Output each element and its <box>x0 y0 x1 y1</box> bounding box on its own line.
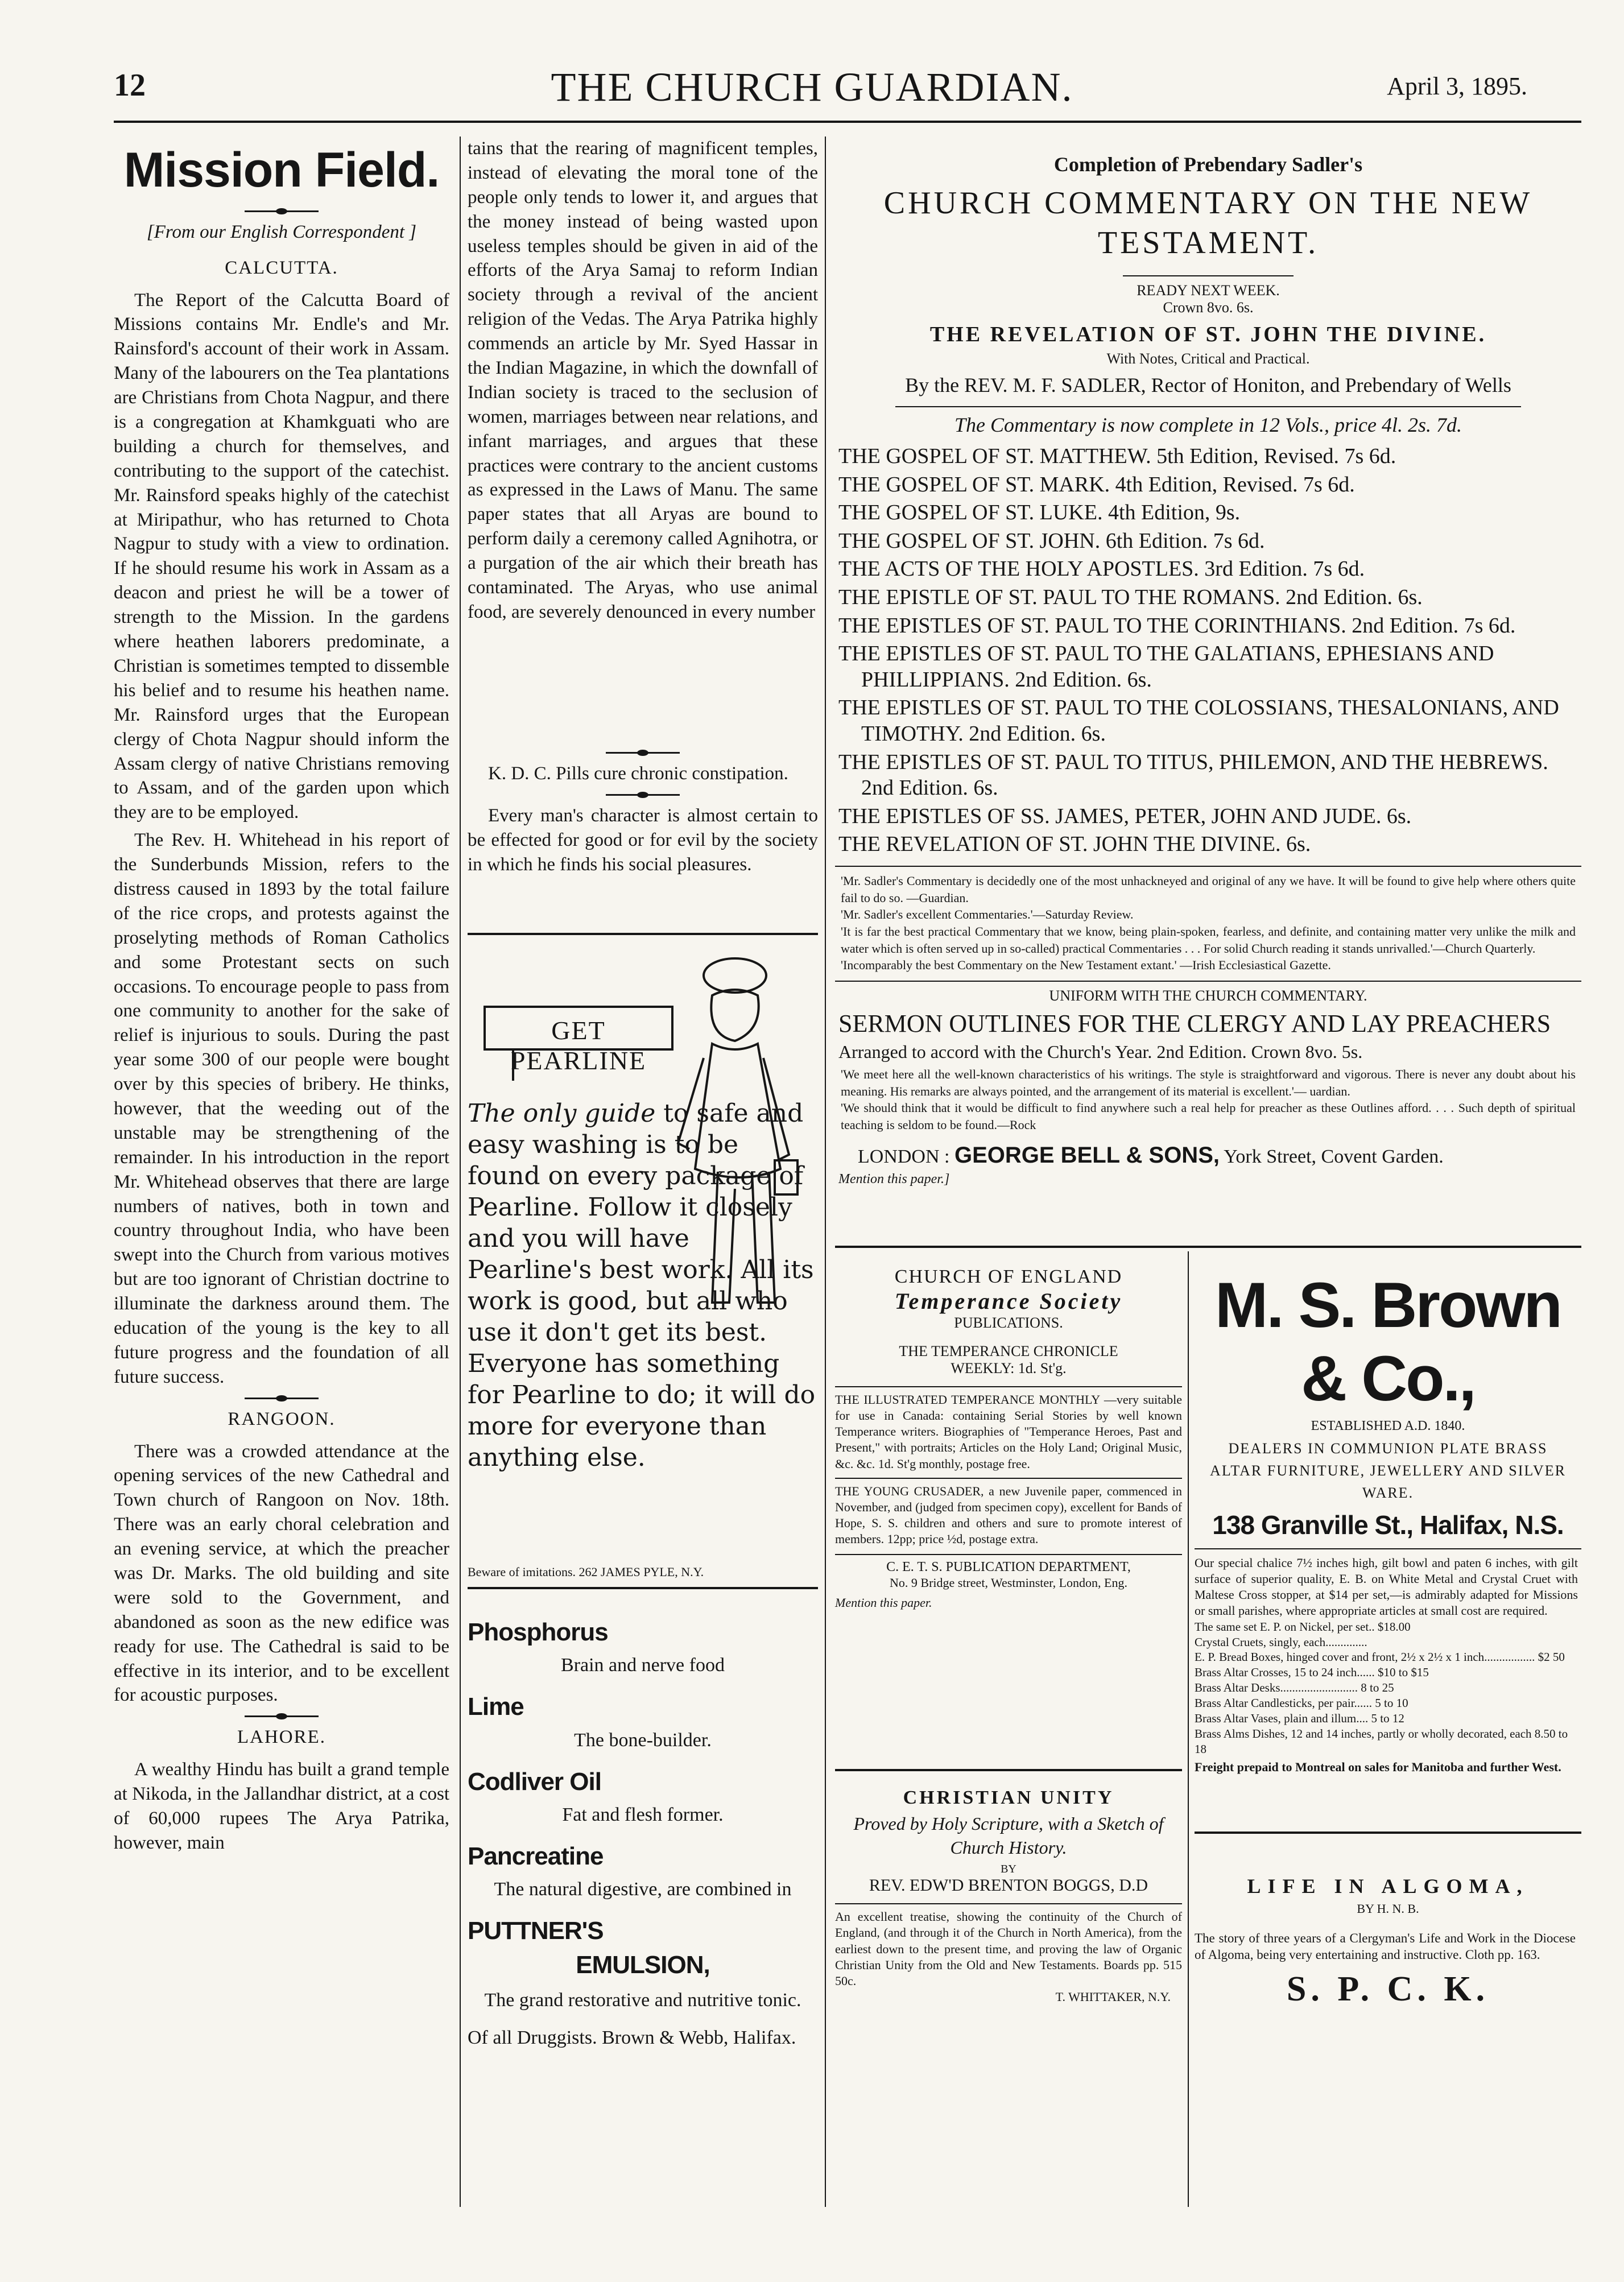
review-quote: 'Mr. Sadler's Commentary is decidedly one of the most unhackneyed and original of any we have. It will be found to give help where others quite fail to do so. —Guardian. <box>841 873 1576 905</box>
price-line: Brass Alms Dishes, 12 and 14 inches, partly or wholly decorated, each 8.50 to 18 <box>1195 1726 1568 1756</box>
divider-ornament <box>245 1715 319 1717</box>
volume-item: THE EPISTLES OF ST. PAUL TO THE COLOSSIANS, THESALONIANS, AND TIMOTHY. 2nd Edition. 6s. <box>838 696 1559 746</box>
algoma-ad <box>1195 1840 1581 2193</box>
calcutta-paragraph-2: The Rev. H. Whitehead in his report of the Sunderbunds Mission, refers to the distress caused in 1893 by the total failure of the rice crops, and protests against the proselyting methods of Roman Catholics and some Protestant sects on such occasions. To encourage people to pass from one community to another for the sake of relief is injurious to souls. During the past year some 300 of our people were bought over by this species of bribery. He thinks, however, that the weeding out of the unstable may be strengthening of the remainder. In his introduction in the report Mr. Whitehead observes that there are large numbers of natives, both in town and country throughout India, who have been swept into the Church from various motives but are too ignorant of Christian doctrine to illuminate the darkness around them. The education of the young is the key to all future progress and the foundation of all future success. <box>114 830 449 1387</box>
lime-desc: The bone-builder. <box>574 1729 712 1751</box>
sermon-review-quote: 'We should think that it would be difficult to find anywhere such a real help for preacher as these Outlines afford. . . . Such depth of spiritual teaching is seldom to be found.—Rock <box>841 1101 1576 1132</box>
unity-desc: An excellent treatise, showing the continuity of the Church of England, (and through it of the Church in North America), from the earliest down to the present time, and proving the law of Organic Christian Unity from the Old and New Testaments. Boards pp. 515 50c. <box>835 1903 1182 1989</box>
temperance-ad <box>835 1257 1182 1769</box>
phosphorus-desc: Brain and nerve food <box>561 1655 725 1676</box>
ad-separator <box>468 1587 818 1589</box>
volume-item: THE REVELATION OF ST. JOHN THE DIVINE. 6s. <box>838 832 1311 857</box>
sermon-reviews <box>835 1066 1581 1134</box>
pearline-body-text: to safe and easy washing is to be found on every package of Pearline. Follow it closely and you will have Pearline's best work. All its work is good, but all who use it don't get its best. Everyone has something for Pearline to do; it will do more for everyone than anything else. <box>468 1099 816 1472</box>
volume-item: THE EPISTLES OF ST. PAUL TO THE CORINTHIANS. 2nd Edition. 7s 6d. <box>838 613 1516 638</box>
temperance-monthly: THE ILLUSTRATED TEMPERANCE MONTHLY —very suitable for use in Canada: containing Serial Stories by well known Temperance writers. Biographies of "Temperance Heroes, Past and Present," with portraits; Articles on the Holy Land; Original Music, &c. &c. 1d. St'g monthly, postage free. <box>835 1386 1182 1472</box>
price-line: Brass Altar Vases, plain and illum.... 5 to 12 <box>1195 1711 1404 1725</box>
phosphorus-heading: Phosphorus <box>468 1618 608 1646</box>
page-number: 12 <box>114 68 146 103</box>
ad-separator <box>835 1246 1581 1248</box>
pearline-body <box>468 1098 818 1473</box>
temperance-weekly: WEEKLY: 1d. St'g. <box>951 1360 1067 1376</box>
divider-ornament <box>606 752 680 754</box>
sadler-complete: The Commentary is now complete in 12 Vols., price 4l. 2s. 7d. <box>895 406 1521 437</box>
lahore-heading: LAHORE. <box>237 1727 327 1748</box>
volume-item: THE EPISTLES OF SS. JAMES, PETER, JOHN AND JUDE. 6s. <box>838 804 1412 828</box>
rangoon-heading: RANGOON. <box>228 1408 336 1429</box>
price-line: Brass Altar Crosses, 15 to 24 inch...... $10 to $15 <box>1195 1665 1429 1680</box>
puttner-brand: PUTTNER'S <box>468 1917 604 1945</box>
temperance-chronicle: THE TEMPERANCE CHRONICLE <box>899 1343 1118 1359</box>
review-quote: 'Incomparably the best Commentary on the New Testament extant.' —Irish Ecclesiastical Gazette. <box>841 958 1331 973</box>
ad-separator <box>1195 1832 1581 1834</box>
volume-item: THE GOSPEL OF ST. MATTHEW. 5th Edition, Revised. 7s 6d. <box>838 444 1396 468</box>
column-rule-1 <box>460 137 461 2207</box>
column-rule-2 <box>825 137 826 2207</box>
unity-by: BY <box>1001 1863 1016 1876</box>
continued-paragraph: tains that the rearing of magnificent temples, instead of elevating the moral tone of the people only tends to lower it, and argues that the money instead of being wasted upon useless temples should be given in aid of the efforts of the Arya Samaj to reform Indian society through a revival of the ancient religion of the Vedas. The Arya Patrika highly commends an article by Mr. Syed Hassar in the Indian Magazine, in which the downfall of Indian society is traced to the seclusion of women, marriages between near relations, and infant marriages, and argues that these practices were contrary to the ancient customs as expressed in the Laws of Manu. The same paper states that all Aryas are bound to perform daily a ceremony called Agnihotra, or a purgation of the air which their breath has contaminated. The Aryas, who use animal food, are severely denounced in every number <box>468 138 818 622</box>
publisher-prefix: LONDON : <box>858 1146 950 1167</box>
unity-subtitle: Proved by Holy Scripture, with a Sketch of Church History. <box>853 1813 1164 1858</box>
divider-ornament <box>245 210 319 212</box>
algoma-desc: The story of three years of a Clergyman's Life and Work in the Diocese of Algoma, being very entertaining and instructive. Cloth pp. 163. <box>1195 1931 1576 1962</box>
sermon-title: SERMON OUTLINES FOR THE CLERGY AND LAY PREACHERS <box>838 1010 1551 1038</box>
sadler-title-1: Completion of Prebendary Sadler's <box>1053 153 1363 176</box>
lahore-paragraph: A wealthy Hindu has built a grand temple at Nikoda, in the Jallandhar district, at a cost of 60,000 rupees The Arya Patrika, however, main <box>114 1759 449 1853</box>
sadler-revelation: THE REVELATION OF ST. JOHN THE DIVINE. <box>929 323 1487 346</box>
divider-ornament <box>606 794 680 796</box>
temperance-address: No. 9 Bridge street, Westminster, London, Eng. <box>890 1576 1127 1590</box>
price-line: Brass Altar Candlesticks, per pair...... 5 to 10 <box>1195 1696 1408 1710</box>
algoma-title: LIFE IN ALGOMA, <box>1247 1875 1529 1897</box>
codliver-desc: Fat and flesh former. <box>562 1804 724 1825</box>
masthead-rule <box>114 121 1581 123</box>
brown-ad <box>1195 1257 1581 1826</box>
unity-author: REV. EDW'D BRENTON BOGGS, D.D <box>869 1876 1148 1895</box>
volume-item: THE GOSPEL OF ST. LUKE. 4th Edition, 9s. <box>838 501 1241 525</box>
correspondent-byline: [From our English Correspondent ] <box>146 221 417 242</box>
unity-publisher: T. WHITTAKER, N.Y. <box>1055 1989 1171 2004</box>
calcutta-paragraph-1: The Report of the Calcutta Board of Missions contains Mr. Endle's and Mr. Rainsford's account of their work in Assam. Many of the labourers on the Tea plantations are Christians from Chota Nagpur, and there is a congregation at Khamkguati who are building a church for themselves, and contributing to the support of the catechist. Mr. Rainsford speaks highly of the catechist at Miripathur, who has returned to Chota Nagpur to study with a view to ordination. If he should resume his work in Assam as a deacon and priest he will be a tower of strength to the Mission. In the gardens where heathen laborers predominate, a Christian is sometimes tempted to dissemble his belief and to resume his heathen name. Mr. Rainsford urges that the European clergy of Chota Nagpur should inform the Assam clergy of native Christians removing to Assam, and of the garden upon which they are to be employed. <box>114 290 449 823</box>
publisher-name: GEORGE BELL & SONS, <box>954 1142 1220 1168</box>
review-quote: 'It is far the best practical Commentary that we know, being plain-spoken, fearless, and definite, and containing matter very unlike the milk and water which is often served up in so-called) practical Commentaries . . . For solid Church reading it stands unrivalled.'—Church Quarterly. <box>841 924 1576 956</box>
mission-field-continued <box>468 137 818 742</box>
temperance-crusader: THE YOUNG CRUSADER, a new Juvenile paper, commenced in November, and (judged from specimen copy), excellent for Bands of Hope, S. S. children and others and sure to promote interest of members. 12pp; price ½d, postage extra. <box>835 1478 1182 1548</box>
volume-item: THE GOSPEL OF ST. MARK. 4th Edition, Revised. 7s 6d. <box>838 472 1355 497</box>
christian-unity-ad <box>835 1776 1182 2197</box>
publisher-address: York Street, Covent Garden. <box>1224 1146 1444 1167</box>
price-line: E. P. Bread Boxes, hinged cover and front, 2½ x 2½ x 1 inch................. $2 50 <box>1195 1650 1565 1664</box>
filler-notes <box>468 744 818 932</box>
puttner-ad <box>468 1593 818 2213</box>
brown-freight: Freight prepaid to Montreal on sales for Manitoba and further West. <box>1195 1759 1561 1774</box>
pearline-footer: Beware of imitations. 262 JAMES PYLE, N.Y. <box>468 1565 704 1579</box>
puttner-footer: Of all Druggists. Brown & Webb, Halifax. <box>468 2027 796 2048</box>
calcutta-heading: CALCUTTA. <box>225 257 338 278</box>
sermon-review-quote: 'We meet here all the well-known characteristics of his writings. The style is straightforward and vigorous. There is never any doubt about his meaning. His remarks are always pointed, and the arrangement of its material is excellent.'— uardian. <box>841 1067 1576 1098</box>
sadler-reviews <box>835 866 1581 974</box>
volume-item: THE EPISTLES OF ST. PAUL TO TITUS, PHILEMON, AND THE HEBREWS. 2nd Edition. 6s. <box>838 750 1548 800</box>
kdc-note: K. D. C. Pills cure chronic constipation. <box>488 763 788 784</box>
pearline-headline: The only guide <box>468 1099 656 1128</box>
unity-title: CHRISTIAN UNITY <box>903 1787 1114 1808</box>
lime-heading: Lime <box>468 1693 524 1721</box>
divider-ornament <box>245 1398 319 1399</box>
sadler-title-2: CHURCH COMMENTARY ON THE NEW TESTAMENT. <box>883 185 1533 261</box>
sadler-author: By the REV. M. F. SADLER, Rector of Honiton, and Prebendary of Wells <box>905 374 1511 396</box>
brown-established: ESTABLISHED A.D. 1840. <box>1311 1419 1465 1433</box>
sadler-mention: Mention this paper.] <box>838 1171 950 1187</box>
pearline-sign-text: GET PEARLINE <box>510 1016 647 1075</box>
character-note: Every man's character is almost certain to be effected for good or for evil by the society in which he finds his social pleasures. <box>468 805 818 875</box>
brown-address: 138 Granville St., Halifax, N.S. <box>1212 1510 1564 1540</box>
review-quote: 'Mr. Sadler's excellent Commentaries.'—Saturday Review. <box>841 907 1134 922</box>
volume-item: THE GOSPEL OF ST. JOHN. 6th Edition. 7s 6d. <box>838 528 1265 553</box>
pancreatine-desc: The natural digestive, are combined in <box>494 1879 792 1900</box>
brown-dealers: DEALERS IN COMMUNION PLATE BRASS ALTAR FURNITURE, JEWELLERY AND SILVER WARE. <box>1210 1440 1566 1501</box>
publisher-line <box>858 1143 1581 1168</box>
puttner-product: EMULSION, <box>576 1950 710 1979</box>
sadler-ad <box>835 142 1581 1234</box>
pancreatine-heading: Pancreatine <box>468 1842 604 1870</box>
newspaper-title: THE CHURCH GUARDIAN. <box>551 64 1073 110</box>
codliver-heading: Codliver Oil <box>468 1767 601 1796</box>
ad-separator <box>835 1769 1182 1771</box>
temperance-dept: C. E. T. S. PUBLICATION DEPARTMENT, <box>835 1554 1182 1575</box>
mission-field-column <box>114 137 449 2218</box>
temperance-title-2: Temperance Society <box>894 1288 1123 1314</box>
price-line: The same set E. P. on Nickel, per set.. $18.00 <box>1195 1619 1411 1634</box>
brown-desc: Our special chalice 7½ inches high, gilt bowl and paten 6 inches, with gilt surface of superior quality, E. B. on White Metal and Crystal Cruet with Maltese Cross stopper, at $14 per set,—is admirably adapted for Missions or small parishes, where appropriate articles at small cost are required. <box>1195 1548 1581 1619</box>
volume-item: THE EPISTLES OF ST. PAUL TO THE GALATIANS, EPHESIANS AND PHILLIPPIANS. 2nd Edition. 6s. <box>838 642 1494 692</box>
puttner-tagline: The grand restorative and nutritive tonic. <box>484 1989 801 2011</box>
ad-separator <box>468 933 818 935</box>
pearline-ad <box>468 944 818 1581</box>
spck-publisher: S. P. C. K. <box>1286 1969 1490 2008</box>
sermon-desc: Arranged to accord with the Church's Year. 2nd Edition. Crown 8vo. 5s. <box>838 1041 1363 1063</box>
price-line: Crystal Cruets, singly, each.............. <box>1195 1635 1367 1649</box>
sadler-volume-list <box>835 444 1581 858</box>
temperance-title-1: CHURCH OF ENGLAND <box>894 1266 1123 1287</box>
volume-item: THE ACTS OF THE HOLY APOSTLES. 3rd Edition. 7s 6d. <box>838 557 1365 581</box>
rangoon-paragraph: There was a crowded attendance at the opening services of the new Cathedral and Town church of Rangoon on Nov. 18th. There was an early choral celebration and an evening service, at which the preacher was Dr. Marks. The old building and site were sold to the Government, and abandoned as soon as the new edifice was ready for use. The Cathedral is said to be effective in its interior, and to be excellent for acoustic purposes. <box>114 1441 449 1706</box>
sadler-ready: READY NEXT WEEK. Crown 8vo. 6s. <box>1123 275 1294 316</box>
sadler-notes: With Notes, Critical and Practical. <box>1106 350 1310 367</box>
temperance-publications: PUBLICATIONS. <box>954 1314 1063 1331</box>
sadler-uniform: UNIFORM WITH THE CHURCH COMMENTARY. <box>835 981 1581 1004</box>
issue-date: April 3, 1895. <box>1387 72 1527 100</box>
temperance-mention: Mention this paper. <box>835 1595 932 1610</box>
brown-price-list <box>1195 1619 1581 1757</box>
mission-field-heading: Mission Field. <box>123 143 440 197</box>
brown-name: M. S. Brown & Co., <box>1215 1270 1561 1414</box>
price-line: Brass Altar Desks.......................... 8 to 25 <box>1195 1681 1394 1695</box>
volume-item: THE EPISTLE OF ST. PAUL TO THE ROMANS. 2nd Edition. 6s. <box>838 585 1423 609</box>
algoma-by: BY H. N. B. <box>1357 1901 1419 1916</box>
column-rule-3 <box>1188 1251 1189 2207</box>
